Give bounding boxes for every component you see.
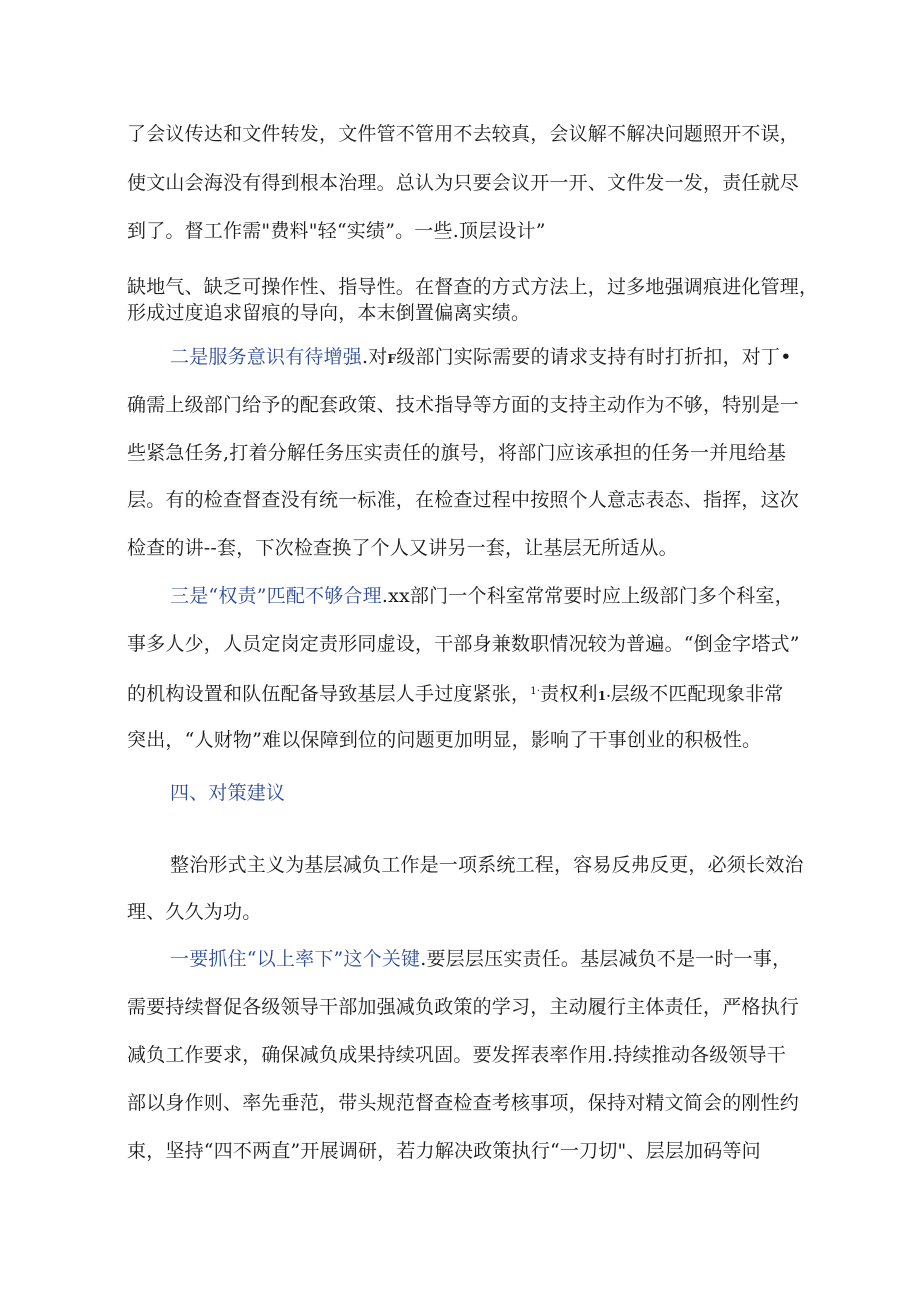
paragraph-first-line [170, 344, 792, 372]
paragraph-first-line [170, 583, 794, 609]
body-line: 减负工作要求，确保减负成果持续巩固。要发挥表率作用.持续推动各级领导干 [127, 1044, 787, 1066]
superscript-glyph: 1· [530, 686, 541, 697]
body-line: 突出，“人财物”难以保障到位的问题更加明显，影响了干事创业的积极性。 [127, 729, 762, 751]
body-line: 些紧急任务,打着分解任务压实责任的旗号，将部门应该承担的任务一并甩给基 [127, 442, 787, 464]
body-line: 需要持续督促各级领导干部加强减负政策的学习，主动履行主体责任，严格执行 [127, 996, 800, 1018]
body-line: 使文山会海没有得到根本治理。总认为只要会议开一开、文件发一发，责任就尽 [127, 172, 800, 194]
line-text: 层级不匹配现象非常 [610, 683, 784, 705]
line-text: .要层层压实责任。基层减负不是一时一事， [420, 948, 792, 970]
body-line: 束，坚持“四不两直”开展调研，若力解决政策执行“一刀切"、层层加码等问 [127, 1140, 761, 1162]
body-line: 确需上级部门给予的配套政策、技术指导等方面的支持主动作为不够，特别是一 [127, 394, 800, 416]
body-line: 检查的讲--套，下次检查换了个人又讲另一套，让基层无所适从。 [127, 537, 678, 559]
section-heading-rights: 三是“权责”匹配不够合理 [170, 585, 382, 607]
body-line: 形成过度追求留痕的导向，本末倒置偏离实绩。 [127, 302, 531, 324]
section-heading-countermeasures: 四、对策建议 [170, 782, 286, 804]
body-line [127, 679, 784, 709]
line-text: .xx部门一个科室常常要时应上级部门多个科室， [381, 585, 794, 607]
line-text: 责权利 [540, 683, 598, 705]
body-line: 部以身作则、率先垂范，带头规范督查检查考核事项，保持对精文简会的刚性约 [127, 1092, 800, 1114]
small-glyph: 1· [597, 689, 611, 703]
body-line: 理、久久为功。 [127, 901, 262, 923]
line-text: 级部门实际需要的请求支持有时打折扣，对丁• [396, 346, 792, 368]
section-heading-service: 二是服务意识有待增强 [170, 346, 363, 368]
body-line: 事多人少，人员定岗定责形同虚设，干部身兼数职情况较为普遍。“倒金字塔式” [127, 633, 800, 655]
paragraph-first-line [170, 946, 791, 972]
line-text: 的机构设置和队伍配备导致基层人手过度紧张， [127, 683, 531, 705]
body-line: 到了。督工作需"费料"轻“实绩”。一些.顶层设计” [127, 220, 546, 242]
body-line: 层。有的检查督查没有统一标准，在检查过程中按照个人意志表态、指挥，这次 [127, 489, 800, 511]
body-line: 了会议传达和文件转发，文件管不管用不去较真，会议解不解决问题照开不误， [127, 123, 800, 145]
small-glyph: F [387, 352, 397, 366]
line-text: .对 [362, 346, 388, 368]
paragraph-first-line: 整治形式主义为基层减负工作是一项系统工程，容易反弗反更，必须长效治 [170, 854, 804, 876]
section-heading-key: 一要抓住“以上率下”这个关键 [170, 948, 421, 970]
body-line: 缺地气、缺乏可操作性、指导性。在督查的方式方法上，过多地强调痕进化管理， [127, 276, 819, 298]
